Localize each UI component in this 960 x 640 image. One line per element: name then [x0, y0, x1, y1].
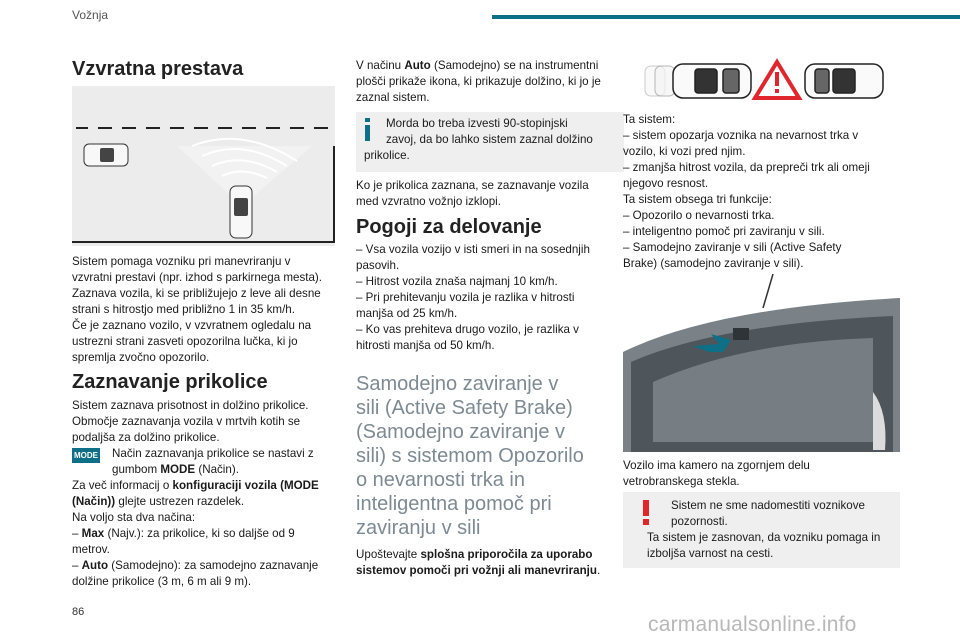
heading-line: inteligentna pomoč pri	[356, 493, 552, 515]
text-line: izboljša varnost na cesti.	[647, 547, 774, 560]
text-line: Vozilo ima kamero na zgornjem delu	[623, 459, 810, 472]
text-line: Sistem ne sme nadomestiti voznikove	[671, 499, 865, 512]
text-line: Morda bo treba izvesti 90-stopinjski	[386, 117, 568, 130]
reverse-parking-illustration	[72, 86, 335, 246]
text-line: gumbom MODE (Način).	[112, 463, 239, 476]
text-line: vetrobranskega stekla.	[623, 475, 740, 488]
text-line: – Auto (Samodejno): za samodejno zaznavanje	[72, 559, 319, 572]
text-line: – Samodejno zaviranje v sili (Active Safety	[623, 241, 842, 254]
list-item: – Hitrost vozila znaša najmanj 10 km/h.	[356, 275, 558, 288]
text-line: Sistem zaznava prisotnost in dolžino prikolice.	[72, 399, 309, 412]
big-heading-emergency-braking	[356, 372, 631, 540]
text-line: Za več informacij o konfiguraciji vozila (MODE	[72, 479, 319, 492]
section-title-reverse-gear: Vzvratna prestava	[72, 58, 244, 80]
list-item: hitrosti manjša od 50 km/h.	[356, 339, 495, 352]
warning-icon	[641, 500, 651, 524]
heading-line: sili (Active Safety Brake)	[356, 397, 573, 419]
list-item: – Ko vas prehiteva drugo vozilo, je razlika v	[356, 323, 579, 336]
paragraph-reverse-intro	[72, 254, 342, 366]
section-title-conditions: Pogoji za delovanje	[356, 216, 542, 238]
header-bar	[492, 15, 960, 19]
text-line: Ko je prikolica zaznana, se zaznavanje vozila	[356, 179, 589, 192]
info-icon	[364, 118, 370, 140]
text-line: Ta sistem obsega tri funkcije:	[623, 193, 772, 206]
section-title-trailer: Zaznavanje prikolice	[72, 371, 268, 393]
text-line: plošči prikaže ikona, ki prikazuje dolžino, ki jo je	[356, 75, 601, 88]
paragraph-modes	[72, 478, 342, 590]
heading-line: (Samodejno zaviranje v	[356, 421, 565, 443]
text-line: vzvratni prestavi (npr. izhod s parkirnega mesta).	[72, 271, 323, 284]
paragraph-system	[623, 112, 903, 272]
list-item: pasovih.	[356, 259, 400, 272]
mode-button-icon: MODE	[72, 448, 100, 463]
text-line: – zmanjša hitrost vozila, da prepreči trk ali omeji	[623, 161, 870, 174]
conditions-list	[356, 242, 626, 354]
watermark: carmanualsonline.info	[648, 613, 857, 636]
paragraph-trailer-detected	[356, 178, 626, 210]
heading-line: zaviranju v sili	[356, 517, 481, 539]
warning-note	[623, 492, 900, 568]
paragraph-recommendations	[356, 547, 631, 579]
list-item: – Vsa vozila vozijo v isti smeri in na sosednjih	[356, 243, 590, 256]
paragraph-auto-mode	[356, 58, 626, 106]
text-line: Brake) (samodejno zaviranje v sili).	[623, 257, 804, 270]
text-line: Upoštevajte splošna priporočila za uporabo	[356, 548, 593, 561]
list-item: – Pri prehitevanju vozila je razlika v hitrosti	[356, 291, 575, 304]
text-line: podaljša za dolžino prikolice.	[72, 431, 220, 444]
text-line: Sistem pomaga vozniku pri manevriranju v	[72, 255, 291, 268]
info-note	[356, 112, 624, 172]
text-line: pozornosti.	[671, 515, 728, 528]
text-line: Ta sistem je zasnovan, da vozniku pomaga in	[647, 531, 881, 544]
text-line: ustrezni strani zasveti opozorilna lučka, ki jo	[72, 335, 298, 348]
text-line: Na voljo sta dva načina:	[72, 511, 196, 524]
section-header: Vožnja	[72, 8, 109, 22]
text-line: zaznal sistem.	[356, 91, 430, 104]
text-line: – sistem opozarja voznika na nevarnost trka v	[623, 129, 859, 142]
text-line: vozilo, ki vozi pred njim.	[623, 145, 746, 158]
text-line: – Max (Najv.): za prikolice, ki so daljše od 9	[72, 527, 295, 540]
text-line: njegovo resnost.	[623, 177, 709, 190]
list-item: manjša od 25 km/h.	[356, 307, 458, 320]
heading-line: o nevarnosti trka in	[356, 469, 525, 491]
text-line: Območje zaznavanja vozila v mrtvih kotih se	[72, 415, 301, 428]
text-line: prikolice.	[364, 149, 410, 162]
text-line: sistemov pomoči pri vožnji ali manevriranju.	[356, 564, 601, 577]
page-number: 86	[72, 606, 85, 618]
collision-warning-illustration	[643, 56, 893, 106]
paragraph-camera	[623, 458, 903, 490]
text-line: spremlja zvočno opozorilo.	[72, 351, 210, 364]
text-line: metrov.	[72, 543, 110, 556]
text-line: Način zaznavanja prikolice se nastavi z	[112, 447, 314, 460]
text-line: zavoj, da bo lahko sistem zaznal dolžino	[386, 133, 593, 146]
text-line: strani s hitrostjo med približno 1 in 35 km/h.	[72, 303, 295, 316]
text-line: V načinu Auto (Samodejno) se na instrumentni	[356, 59, 599, 72]
text-line: dolžine prikolice (3 m, 6 m ali 9 m).	[72, 575, 252, 588]
text-line: Ta sistem:	[623, 113, 676, 126]
text-line: – Opozorilo o nevarnosti trka.	[623, 209, 775, 222]
text-line: Zaznava vozila, ki se približujejo z leve ali desne	[72, 287, 321, 300]
mode-instruction	[72, 446, 342, 478]
text-line: – inteligentno pomoč pri zaviranju v sili.	[623, 225, 825, 238]
text-line: Če je zaznano vozilo, v vzvratnem ogledalu na	[72, 319, 312, 332]
windshield-camera-illustration	[623, 272, 900, 452]
text-line: med vzvratno vožnjo izklopi.	[356, 195, 501, 208]
text-line: (Način)) glejte ustrezen razdelek.	[72, 495, 245, 508]
paragraph-trailer	[72, 398, 342, 446]
heading-line: sili) s sistemom Opozorilo	[356, 445, 584, 467]
heading-line: Samodejno zaviranje v	[356, 373, 559, 395]
